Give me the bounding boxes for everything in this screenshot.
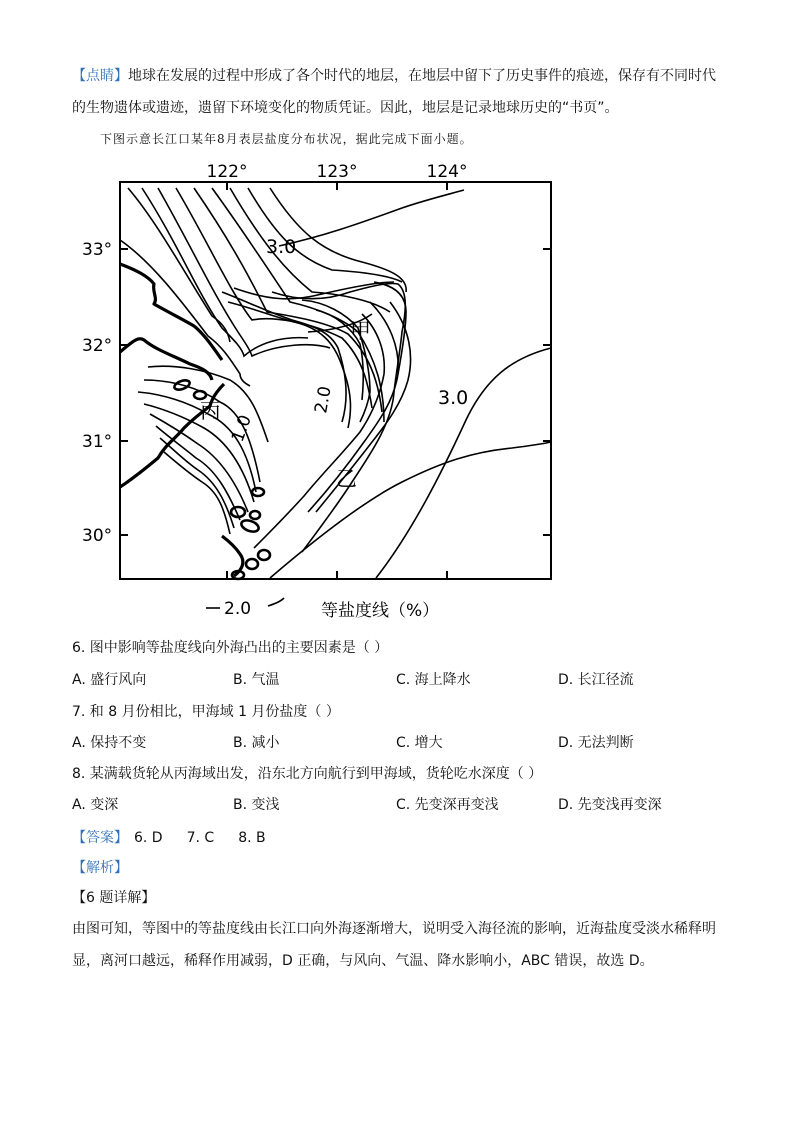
- legend-value: 2.0: [224, 599, 252, 619]
- intro-line-1: [72, 66, 716, 86]
- q8-option-d: D. 先变浅再变深: [558, 797, 662, 813]
- salinity-contours: [120, 188, 551, 578]
- legend-line-right: [268, 598, 284, 606]
- q6-option-b: B. 气温: [233, 672, 280, 688]
- q6-option-a: A. 盛行风向: [72, 672, 147, 688]
- q7-option-c: C. 增大: [396, 735, 443, 751]
- question-7-stem: 7. 和 8 月份相比，甲海域 1 月份盐度（ ）: [72, 704, 340, 720]
- q6-option-c: C. 海上降水: [396, 672, 471, 688]
- q8-option-c: C. 先变深再变浅: [396, 797, 499, 813]
- q7-option-d: D. 无法判断: [558, 735, 634, 751]
- answer-7: 7. C: [186, 830, 215, 846]
- q6-option-d: D. 长江径流: [558, 672, 634, 688]
- answer-line: [72, 827, 290, 847]
- q8-option-a: A. 变深: [72, 797, 119, 813]
- lon-label-123: 123°: [316, 162, 358, 182]
- analysis-tag: 【解析】: [72, 860, 128, 876]
- answer-6: 6. D: [134, 830, 163, 846]
- place-label-yi: 乙: [336, 467, 357, 491]
- answer-8: 8. B: [238, 830, 266, 846]
- q8-option-b: B. 变浅: [233, 797, 280, 813]
- q7-option-a: A. 保持不变: [72, 735, 147, 751]
- salinity-map: [72, 152, 572, 632]
- contour-label-1: 1.0: [227, 412, 256, 445]
- contour-label-east-3: 3.0: [438, 387, 469, 409]
- place-label-bing: 丙: [200, 399, 221, 423]
- legend-label: 等盐度线（%）: [321, 601, 440, 621]
- question-8-stem: 8. 某满载货轮从丙海域出发，沿东北方向航行到甲海域，货轮吃水深度（ ）: [72, 766, 543, 782]
- point-tag: 【点睛】: [72, 68, 128, 84]
- answer-tag: 【答案】: [72, 830, 128, 846]
- q7-option-b: B. 减小: [233, 735, 280, 751]
- detail-line-2: 显，离河口越远，稀释作用减弱，D 正确，与风向、气温、降水影响小，ABC 错误，故选 D。: [72, 953, 654, 969]
- figure-caption: 下图示意长江口某年8月表层盐度分布状况，据此完成下面小题。: [100, 132, 473, 146]
- detail-line-1: 由图可知，等图中的等盐度线由长江口向外海逐渐增大，说明受入海径流的影响，近海盐度受淡水稀释明: [72, 921, 716, 937]
- contour-label-north-3: 3.0: [266, 236, 297, 258]
- lon-label-122: 122°: [206, 162, 248, 182]
- lat-label-31: 31°: [82, 432, 113, 452]
- contour-label-2: 2.0: [311, 384, 336, 415]
- detail-tag: 【6 题详解】: [72, 890, 156, 906]
- lat-label-33: 33°: [82, 240, 113, 260]
- intro-text-1: 地球在发展的过程中形成了各个时代的地层，在地层中留下了历史事件的痕迹，保存有不同时代: [128, 68, 716, 84]
- place-label-jia: 甲: [350, 319, 371, 343]
- question-6-stem: 6. 图中影响等盐度线向外海凸出的主要因素是（ ）: [72, 640, 389, 656]
- intro-line-2: 的生物遗体或遗迹，遗留下环境变化的物质凭证。因此，地层是记录地球历史的“书页”。: [72, 100, 619, 116]
- lon-label-124: 124°: [426, 162, 468, 182]
- lat-label-30: 30°: [82, 526, 113, 546]
- lat-label-32: 32°: [82, 336, 113, 356]
